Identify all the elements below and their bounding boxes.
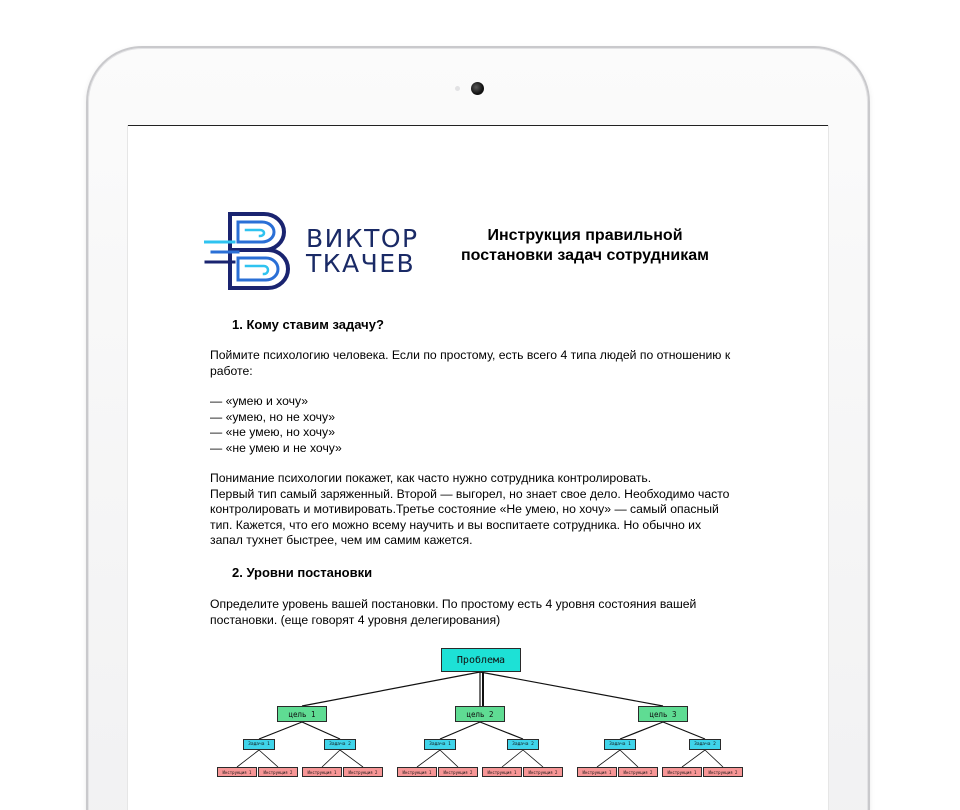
section1-paragraph <box>210 471 770 549</box>
goal-node: цель 3 <box>638 706 688 722</box>
instruction-node: Инструкция 2 <box>618 767 658 777</box>
instruction-node: Инструкция 2 <box>438 767 478 777</box>
list-item: — «не умею, но хочу» <box>210 425 335 439</box>
title-line1: Инструкция правильной <box>487 227 683 244</box>
task-node: Задача 1 <box>604 739 636 750</box>
paragraph-line: запал тухнет быстрее, чем им самим кажется. <box>210 533 473 547</box>
instruction-node: Инструкция 1 <box>662 767 702 777</box>
types-list <box>210 394 770 456</box>
paragraph-line: Понимание психологии покажет, как часто нужно сотрудника контролировать. <box>210 471 652 485</box>
section1-intro <box>210 348 770 379</box>
brand-logo-icon <box>204 212 296 290</box>
sensor-dot <box>455 86 460 91</box>
brand-name-line1: ВИКТОР <box>306 224 419 253</box>
task-node: Задача 2 <box>689 739 721 750</box>
paragraph-line: Первый тип самый заряженный. Второй — выгорел, но знает свое дело. Необходимо часто <box>210 486 730 501</box>
intro-line: работе: <box>210 363 253 378</box>
title-line2: постановки задач сотрудникам <box>460 247 710 264</box>
instruction-node: Инструкция 1 <box>397 767 437 777</box>
delegation-tree-diagram <box>215 644 755 784</box>
root-node: Проблема <box>441 648 521 672</box>
list-item: — «умею и хочу» <box>210 394 309 408</box>
instruction-node: Инструкция 2 <box>343 767 383 777</box>
section2-intro <box>210 597 770 628</box>
intro-line: постановки. (еще говорят 4 уровня делегирования) <box>210 612 501 627</box>
document-title <box>440 226 730 266</box>
task-node: Задача 2 <box>507 739 539 750</box>
instruction-node: Инструкция 2 <box>703 767 743 777</box>
section1-heading: 1. Кому ставим задачу? <box>232 317 384 332</box>
instruction-node: Инструкция 1 <box>302 767 342 777</box>
paragraph-line: контролировать и мотивировать.Третье состояние «Не умею, но хочу» — самый опасный <box>210 502 719 516</box>
camera-icon <box>471 82 484 95</box>
intro-line: Поймите психологию человека. Если по простому, есть всего 4 типа людей по отношению к <box>210 348 731 362</box>
instruction-node: Инструкция 2 <box>258 767 298 777</box>
task-node: Задача 2 <box>324 739 356 750</box>
intro-line: Определите уровень вашей постановки. По простому есть 4 уровня состояния вашей <box>210 597 697 611</box>
list-item: — «умею, но не хочу» <box>210 409 335 424</box>
section2-heading: 2. Уровни постановки <box>232 565 373 580</box>
instruction-node: Инструкция 1 <box>217 767 257 777</box>
brand-name-line2: ТКАЧЕВ <box>306 249 416 278</box>
list-item: — «не умею и не хочу» <box>210 440 342 455</box>
goal-node: цель 2 <box>455 706 505 722</box>
paragraph-line: тип. Кажется, что его можно всему научить и вы воспитаете сотрудника. Но обычно их <box>210 517 702 532</box>
instruction-node: Инструкция 1 <box>577 767 617 777</box>
goal-node: цель 1 <box>277 706 327 722</box>
brand-name <box>306 226 419 276</box>
instruction-node: Инструкция 1 <box>482 767 522 777</box>
instruction-node: Инструкция 2 <box>523 767 563 777</box>
task-node: Задача 1 <box>424 739 456 750</box>
task-node: Задача 1 <box>243 739 275 750</box>
